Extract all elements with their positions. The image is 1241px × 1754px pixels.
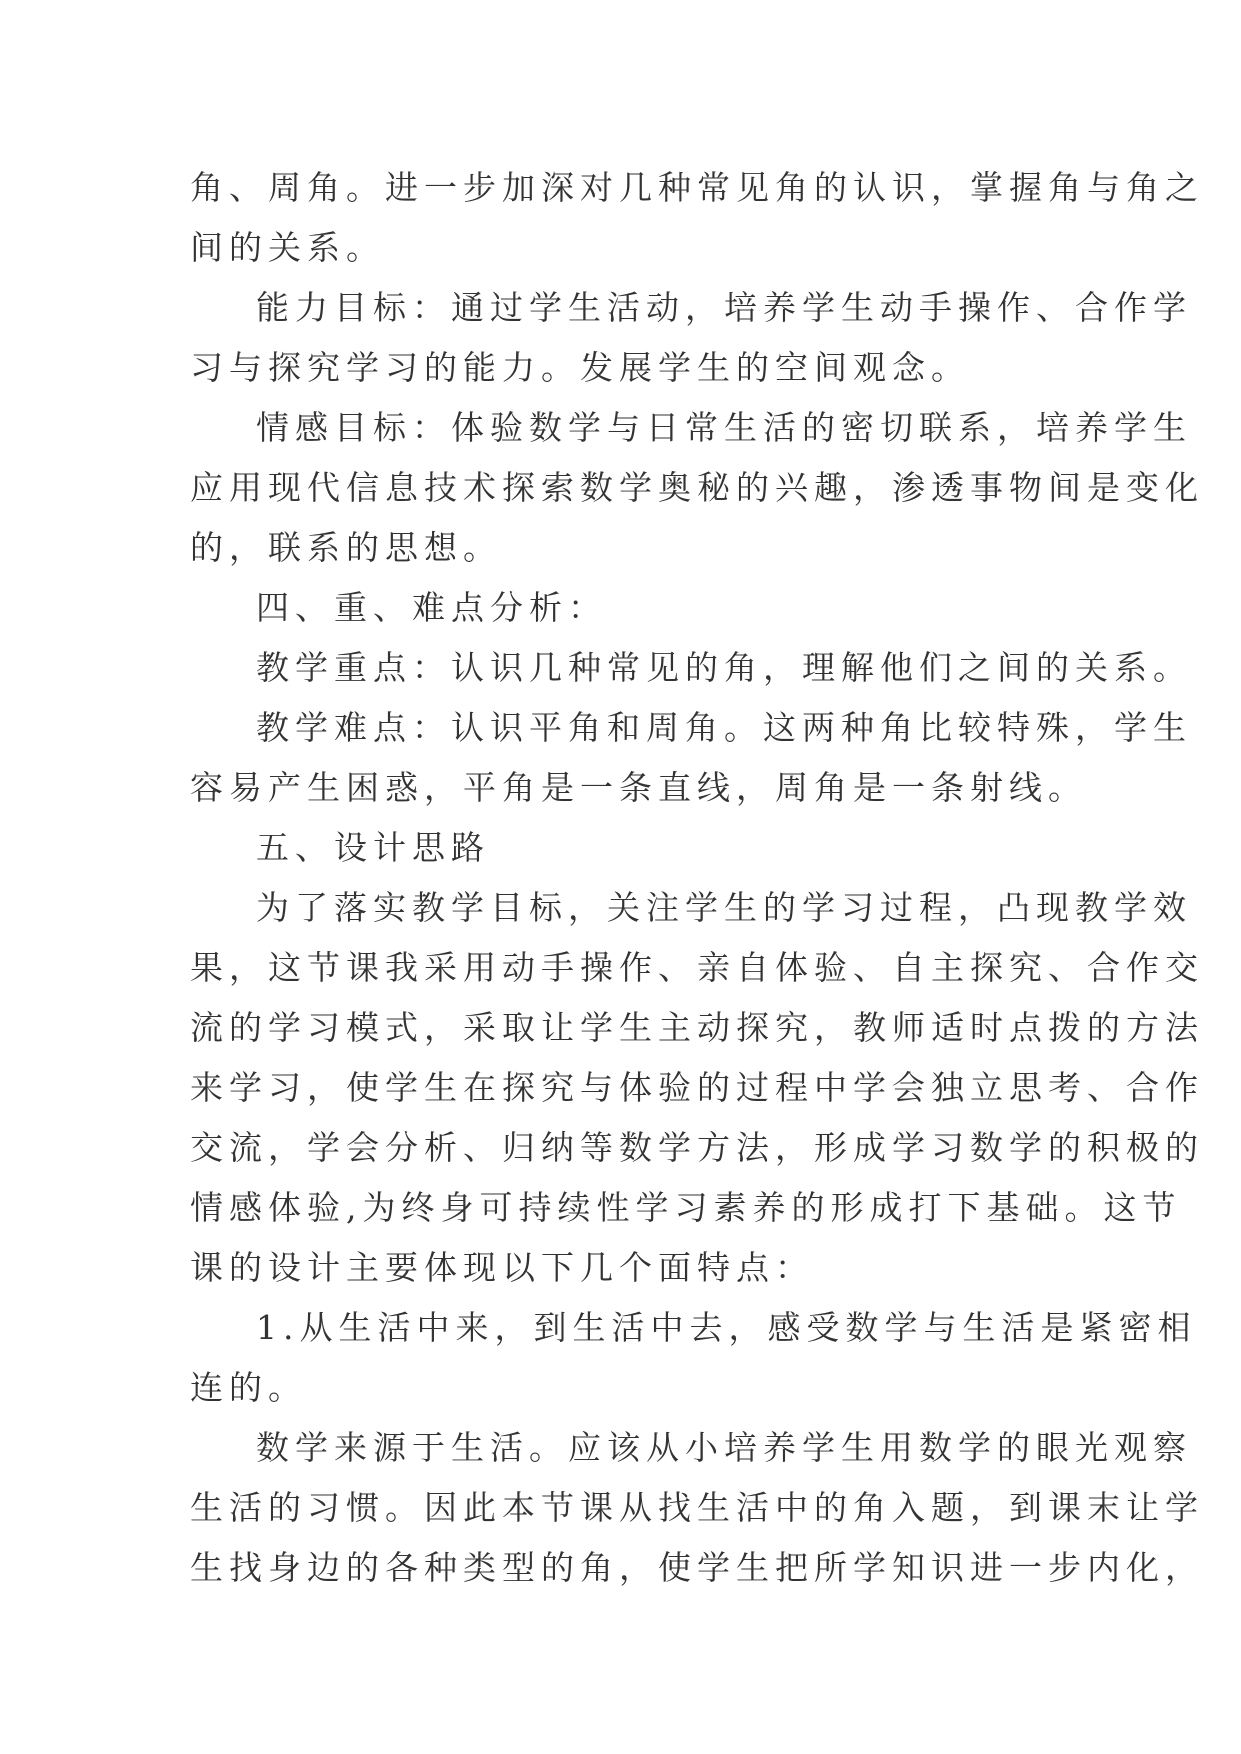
text-line: 流的学习模式，采取让学生主动探究，教师适时点拨的方法 (190, 1008, 1204, 1047)
text-line: 来学习，使学生在探究与体验的过程中学会独立思考、合作 (190, 1068, 1204, 1107)
text-line: 生找身边的各种类型的角，使学生把所学知识进一步内化， (190, 1548, 1204, 1587)
text-line: 教学重点：认识几种常见的角，理解他们之间的关系。 (256, 648, 1192, 687)
text-line: 教学难点：认识平角和周角。这两种角比较特殊，学生 (256, 708, 1192, 747)
text-line: 间的关系。 (190, 228, 385, 267)
section-heading: 五、设计思路 (256, 828, 490, 867)
text-line: 果，这节课我采用动手操作、亲自体验、自主探究、合作交 (190, 948, 1204, 987)
text-line: 角、周角。进一步加深对几种常见角的认识，掌握角与角之 (190, 168, 1204, 207)
text-line: 容易产生困惑，平角是一条直线，周角是一条射线。 (190, 768, 1087, 807)
text-line: 应用现代信息技术探索数学奥秘的兴趣，渗透事物间是变化 (190, 468, 1204, 507)
text-line: 数学来源于生活。应该从小培养学生用数学的眼光观察 (256, 1428, 1192, 1467)
text-line: 生活的习惯。因此本节课从找生活中的角入题，到课末让学 (190, 1488, 1204, 1527)
text-line: 习与探究学习的能力。发展学生的空间观念。 (190, 348, 970, 387)
text-line: 情感目标：体验数学与日常生活的密切联系，培养学生 (256, 408, 1192, 447)
document-body (190, 158, 1204, 1598)
text-line: 课的设计主要体现以下几个面特点： (190, 1248, 814, 1287)
text-line: 为了落实教学目标，关注学生的学习过程，凸现教学效 (256, 888, 1192, 927)
text-line: 能力目标：通过学生活动，培养学生动手操作、合作学 (256, 288, 1192, 327)
text-line: 的，联系的思想。 (190, 528, 502, 567)
section-heading: 四、重、难点分析： (256, 588, 607, 627)
text-line: 连的。 (190, 1368, 307, 1407)
text-line: 情感体验,为终身可持续性学习素养的形成打下基础。这节 (190, 1188, 1182, 1227)
list-item: 1.从生活中来，到生活中去，感受数学与生活是紧密相 (256, 1308, 1197, 1347)
text-line: 交流，学会分析、归纳等数学方法，形成学习数学的积极的 (190, 1128, 1204, 1167)
